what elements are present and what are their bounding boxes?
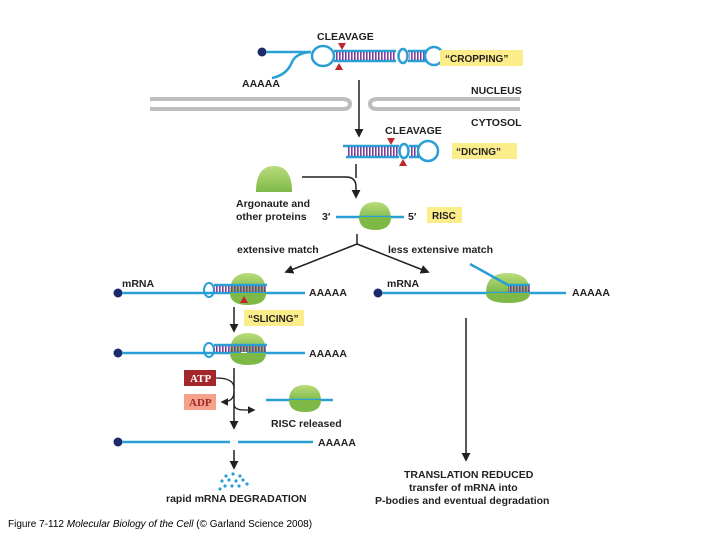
risc-complex (336, 202, 404, 230)
caption-suffix: (© Garland Science 2008) (193, 519, 313, 530)
cut-marker-bottom (399, 159, 407, 166)
cut-marker-top (338, 43, 346, 50)
extensive-match-label: extensive match (237, 244, 319, 256)
svg-text:ATP: ATP (190, 373, 212, 385)
argonaute-label-line2: other proteins (236, 211, 307, 223)
atp-badge (184, 370, 216, 386)
svg-text:ADP: ADP (189, 397, 212, 409)
risc-released (266, 385, 333, 412)
figure-caption (8, 519, 312, 530)
cap-dot (114, 289, 123, 298)
polyA-label-right: AAAAA (572, 287, 610, 299)
five-prime-label: 5′ (408, 211, 417, 223)
arrow-argonaute-join (302, 177, 356, 197)
pre-mirna (343, 138, 438, 166)
svg-text:“DICING”: “DICING” (456, 147, 501, 158)
cap-dot (258, 48, 267, 57)
mrna-fragments (114, 438, 314, 447)
three-prime-label: 3′ (322, 211, 331, 223)
less-extensive-match-label: less extensive match (388, 244, 494, 256)
cleavage-label-top: CLEAVAGE (317, 31, 374, 43)
polyA-label-left1: AAAAA (309, 287, 347, 299)
degraded-nucleotides (218, 472, 248, 490)
caption-prefix: Figure 7-112 (8, 519, 67, 530)
polyA-label-left2: AAAAA (309, 348, 347, 360)
cap-dot (114, 349, 123, 358)
cropping-tag (440, 50, 523, 66)
argonaute-protein (256, 166, 292, 192)
nucleus-label: NUCLEUS (471, 85, 522, 97)
mrna-label-left: mRNA (122, 278, 155, 290)
translation-label-line3: P-bodies and eventual degradation (375, 495, 550, 507)
cut-marker-bottom (335, 63, 343, 70)
svg-text:“CROPPING”: “CROPPING” (445, 54, 509, 65)
argonaute-label-line1: Argonaute and (236, 198, 311, 210)
adp-badge (184, 394, 216, 410)
cleavage-label-mid: CLEAVAGE (385, 125, 442, 137)
nuclear-envelope (150, 99, 520, 109)
polyA-label-top: AAAAA (242, 78, 280, 90)
polyA-label-left3: AAAAA (318, 437, 356, 449)
mrna-cleaved (114, 333, 306, 365)
translation-label-line1: TRANSLATION REDUCED (404, 469, 534, 481)
svg-text:“SLICING”: “SLICING” (248, 314, 299, 325)
translation-label-line2: transfer of mRNA into (409, 482, 518, 494)
dicing-tag (452, 143, 517, 159)
cytosol-label: CYTOSOL (471, 117, 522, 129)
risc-released-label: RISC released (271, 418, 342, 430)
degradation-label: rapid mRNA DEGRADATION (166, 493, 307, 505)
risc-tag (427, 207, 462, 223)
mrna-label-right: mRNA (387, 278, 420, 290)
caption-book-title: Molecular Biology of the Cell (66, 519, 194, 530)
cap-dot (374, 289, 383, 298)
slicing-tag (244, 310, 304, 326)
cap-dot (114, 438, 123, 447)
svg-text:RISC: RISC (432, 211, 456, 222)
cut-marker-top (387, 138, 395, 145)
pri-mirna (258, 43, 444, 78)
